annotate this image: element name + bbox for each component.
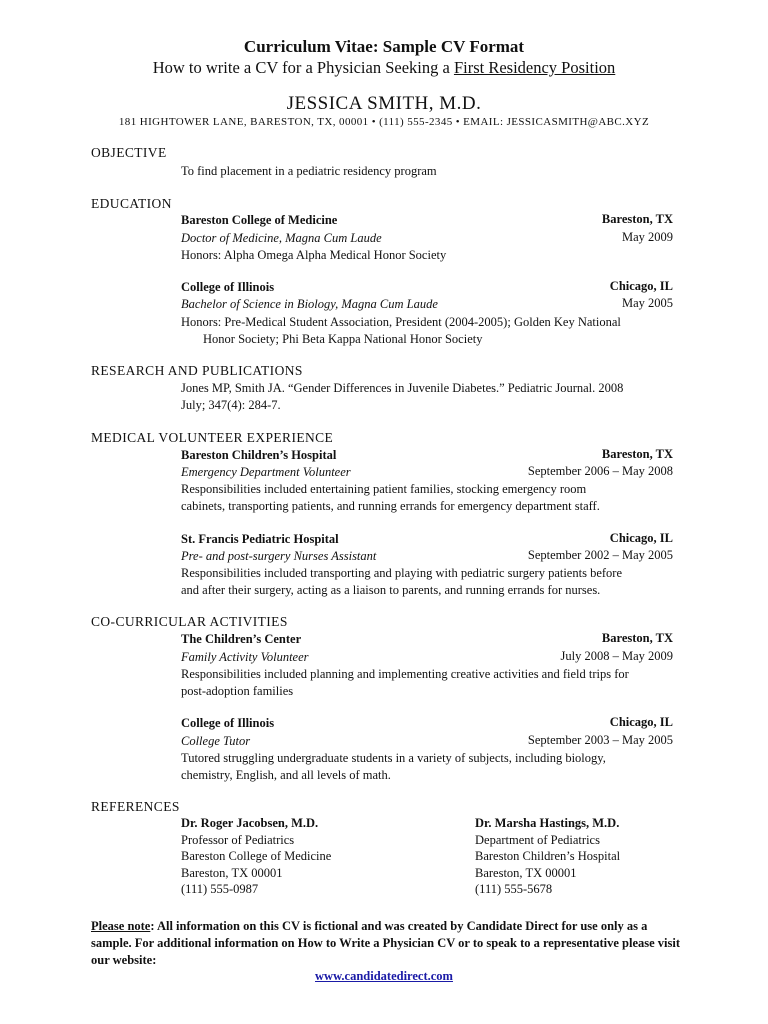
note-text: : All information on this CV is fictional and was created by Candidate Direct for use only as a sample. For additional information on How to Write a Physician CV or to speak to a representative please visit our website:: [91, 919, 681, 967]
volunteer-dates: September 2006 – May 2008: [527, 464, 673, 478]
education-honors: Honors: Pre-Medical Student Association, President (2004-2005); Golden Key National: [181, 315, 621, 329]
volunteer-dates: September 2002 – May 2005: [527, 548, 673, 562]
education-location: Bareston, TX: [601, 212, 673, 226]
document-title: Curriculum Vitae: Sample CV Format: [243, 37, 525, 56]
cocurricular-heading: CO-CURRICULAR ACTIVITIES: [91, 614, 288, 629]
volunteer-description: cabinets, transporting patients, and running errands for emergency department staff.: [181, 499, 600, 513]
volunteer-description: Responsibilities included transporting and playing with pediatric surgery patients before: [181, 566, 622, 580]
subtitle-prefix: How to write a CV for a Physician Seeking a: [152, 58, 454, 77]
reference-line: (111) 555-0987: [181, 882, 259, 896]
note-label: Please note: [91, 919, 151, 933]
subtitle-underlined: First Residency Position: [453, 58, 616, 77]
volunteer-location: Bareston, TX: [601, 447, 673, 461]
education-institution: College of Illinois: [181, 280, 275, 294]
reference-line: Bareston College of Medicine: [181, 849, 332, 863]
education-degree: Bachelor of Science in Biology, Magna Cum Laude: [181, 297, 438, 311]
volunteer-role: Pre- and post-surgery Nurses Assistant: [181, 549, 377, 563]
reference-card: [181, 815, 331, 898]
reference-line: Bareston, TX 00001: [181, 865, 283, 880]
volunteer-location: Chicago, IL: [609, 531, 673, 545]
activity-role: Family Activity Volunteer: [181, 650, 309, 664]
activity-description: Responsibilities included planning and implementing creative activities and field trips for: [181, 667, 629, 681]
activity-org: College of Illinois: [181, 716, 275, 730]
activity-location: Chicago, IL: [609, 715, 673, 729]
disclaimer-note: [91, 918, 681, 969]
education-degree: Doctor of Medicine, Magna Cum Laude: [181, 231, 382, 245]
education-institution: Bareston College of Medicine: [181, 213, 338, 227]
publication-line: Jones MP, Smith JA. “Gender Differences in Juvenile Diabetes.” Pediatric Journal. 2008: [181, 381, 624, 395]
volunteer-role: Emergency Department Volunteer: [181, 465, 351, 479]
volunteer-description: and after their surgery, acting as a liaison to parents, and running errands for nurses.: [181, 583, 601, 597]
education-date: May 2009: [621, 230, 673, 244]
activity-dates: July 2008 – May 2009: [560, 649, 673, 663]
education-heading: EDUCATION: [91, 196, 172, 211]
research-heading: RESEARCH AND PUBLICATIONS: [91, 363, 303, 378]
education-date: May 2005: [621, 296, 673, 310]
volunteer-org: St. Francis Pediatric Hospital: [181, 532, 339, 546]
contact-line: 181 HIGHTOWER LANE, BARESTON, TX, 00001 • (111) 555-2345 • EMAIL: JESSICASMITH@ABC.XYZ: [118, 116, 650, 128]
publication-line: July; 347(4): 284-7.: [181, 398, 281, 412]
activity-location: Bareston, TX: [601, 631, 673, 645]
reference-line: Professor of Pediatrics: [181, 832, 295, 847]
volunteer-org: Bareston Children’s Hospital: [181, 448, 337, 462]
volunteer-heading: MEDICAL VOLUNTEER EXPERIENCE: [91, 430, 334, 445]
objective-text: To find placement in a pediatric residency program: [181, 164, 437, 178]
document-subtitle: [0, 58, 768, 78]
references-heading: REFERENCES: [91, 799, 180, 814]
reference-card: [475, 815, 620, 898]
activity-description: chemistry, English, and all levels of math.: [181, 768, 391, 782]
activity-org: The Children’s Center: [181, 632, 302, 646]
website-link[interactable]: www.candidatedirect.com: [315, 969, 453, 983]
education-location: Chicago, IL: [609, 279, 673, 293]
reference-line: Bareston Children’s Hospital: [475, 849, 621, 863]
candidate-name: JESSICA SMITH, M.D.: [286, 93, 482, 114]
objective-heading: OBJECTIVE: [91, 145, 167, 160]
activity-role: College Tutor: [181, 734, 251, 748]
education-honors-continued: Honor Society; Phi Beta Kappa National Honor Society: [203, 332, 483, 346]
reference-line: Department of Pediatrics: [475, 832, 600, 847]
reference-line: Bareston, TX 00001: [475, 865, 577, 880]
education-honors: Honors: Alpha Omega Alpha Medical Honor Society: [181, 248, 447, 262]
reference-line: (111) 555-5678: [475, 882, 553, 896]
activity-dates: September 2003 – May 2005: [527, 733, 673, 747]
reference-name: Dr. Roger Jacobsen, M.D.: [181, 816, 319, 830]
volunteer-description: Responsibilities included entertaining patient families, stocking emergency room: [181, 482, 587, 496]
activity-description: Tutored struggling undergraduate students in a variety of subjects, including biology,: [181, 751, 606, 765]
activity-description: post-adoption families: [181, 684, 294, 698]
reference-name: Dr. Marsha Hastings, M.D.: [475, 816, 620, 830]
